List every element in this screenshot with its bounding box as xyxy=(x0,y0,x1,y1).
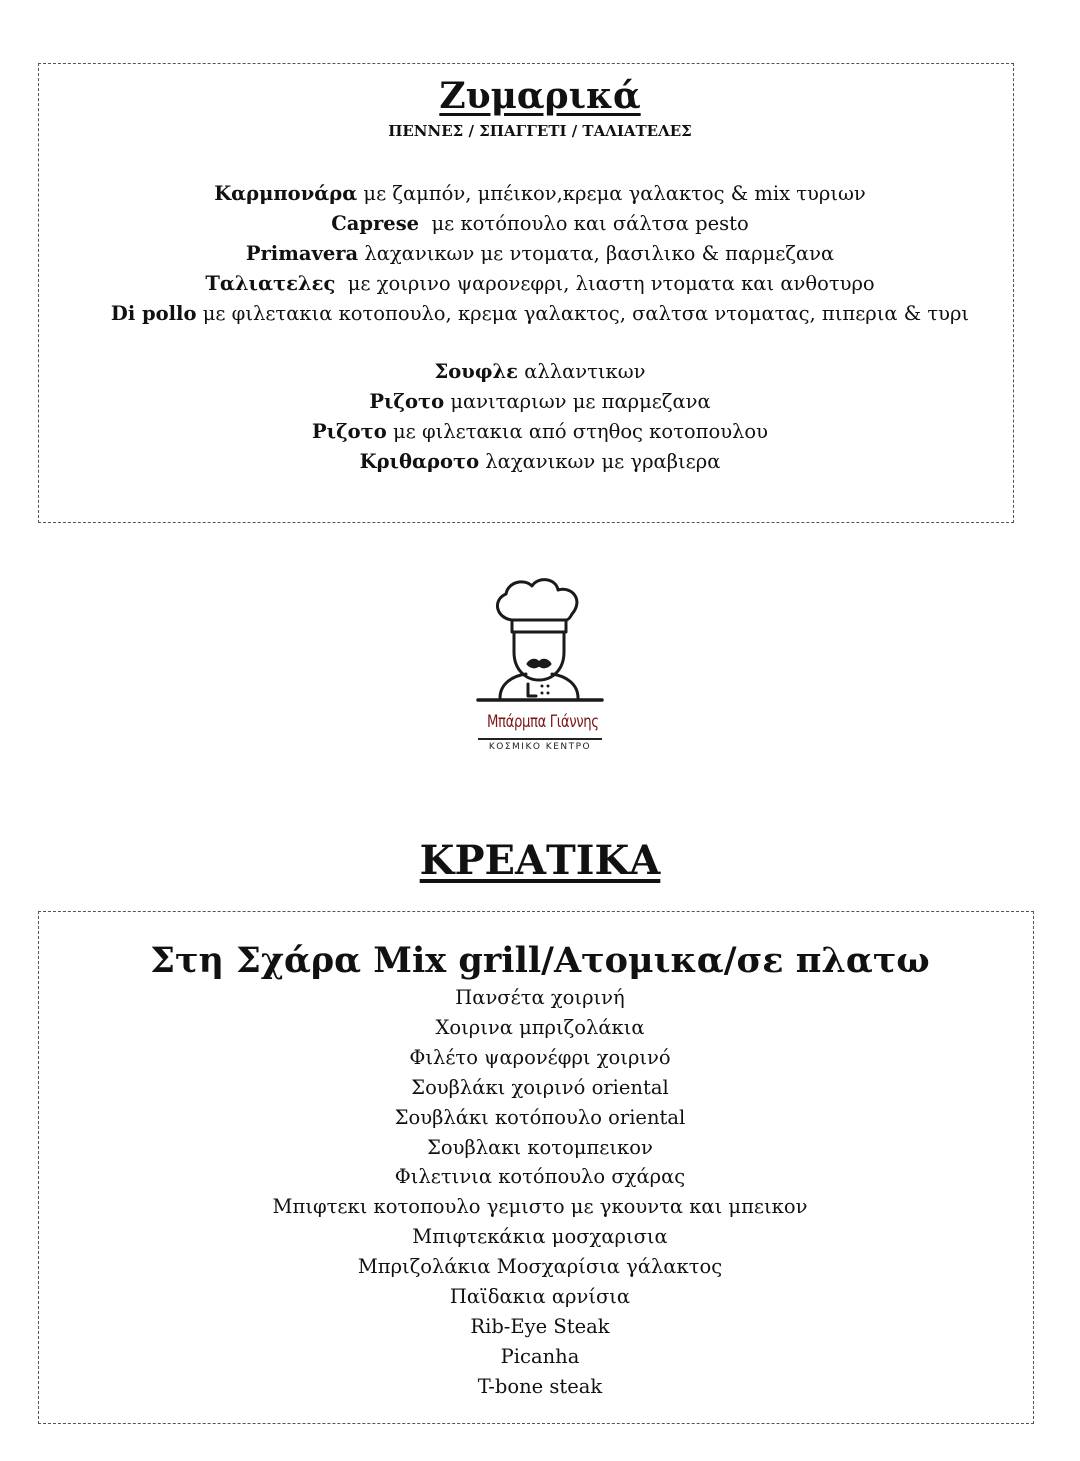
menu-item: Picanha xyxy=(500,1344,580,1368)
menu-item xyxy=(0,357,1080,387)
dish-description: λαχανικων με ντοματα, βασιλικο & παρμεζανα xyxy=(364,242,835,265)
dish-description: με ζαμπόν, μπέικον,κρεμα γαλακτος & mix τυριων xyxy=(363,182,866,205)
menu-item: Rib-Eye Steak xyxy=(470,1314,610,1338)
dish-name: Ριζοτο xyxy=(311,420,387,443)
menu-item: Σουβλακι κοτομπεικον xyxy=(427,1135,653,1159)
meat-section-title: ΚΡΕΑΤΙΚΑ xyxy=(419,837,661,884)
menu-item xyxy=(0,447,1080,477)
menu-item: T-bone steak xyxy=(477,1374,603,1398)
dish-name: Ταλιατελες xyxy=(205,272,336,295)
dish-description: λαχανικων με γραβιερα xyxy=(485,450,721,473)
menu-item xyxy=(0,387,1080,417)
dish-name: Di pollo xyxy=(110,302,197,325)
menu-item: Πανσέτα χοιρινή xyxy=(455,986,625,1009)
menu-item: Χοιρινα μπριζολάκια xyxy=(435,1015,645,1039)
grill-heading: Στη Σχάρα Mix grill/Ατομικα/σε πλατω xyxy=(150,940,930,981)
dish-name: Caprese xyxy=(331,212,420,235)
dish-name: Καρμπονάρα xyxy=(214,182,358,205)
pasta-section-subtitle: ΠΕΝΝΕΣ / ΣΠΑΓΓΕΤΙ / ΤΑΛΙΑΤΕΛΕΣ xyxy=(388,122,692,140)
menu-item xyxy=(0,179,1080,209)
menu-item xyxy=(0,209,1080,239)
dish-description: με χοιρινο ψαρονεφρι, λιαστη ντοματα και ανθοτυρο xyxy=(347,272,875,295)
menu-item xyxy=(0,269,1080,299)
menu-item xyxy=(0,239,1080,269)
grill-item-list xyxy=(0,983,1080,1402)
dish-name: Primavera xyxy=(245,242,359,265)
menu-item: Φιλετινια κοτόπουλο σχάρας xyxy=(394,1165,686,1189)
dish-description: αλλαντικων xyxy=(524,360,646,383)
logo-subtitle: ΚΟΣΜΙΚΟ ΚΕΝΤΡΟ xyxy=(488,742,592,752)
dish-description: με φιλετακια κοτοπουλο, κρεμα γαλακτος, σαλτσα ντοματας, πιπερια & τυρι xyxy=(202,302,970,325)
dish-description: με φιλετακια από στηθος κοτοπουλου xyxy=(392,420,768,443)
menu-item: Μπιφτεκι κοτοπουλο γεμιστο με γκουντα και μπεικον xyxy=(272,1195,808,1219)
dish-description: με κοτόπουλο και σάλτσα pesto xyxy=(431,212,749,235)
dish-name: Σουφλε xyxy=(434,360,518,383)
menu-item: Σουβλάκι χοιρινό oriental xyxy=(411,1075,669,1099)
menu-item: Μπριζολάκια Μοσχαρίσια γάλακτος xyxy=(357,1255,723,1279)
menu-item: Παϊδακια αρνίσια xyxy=(449,1285,631,1309)
menu-item xyxy=(0,417,1080,447)
pasta-dish-list xyxy=(0,179,1080,329)
dish-description: μανιταριων με παρμεζανα xyxy=(450,390,711,413)
menu-item: Σουβλάκι κοτόπουλο oriental xyxy=(394,1105,686,1129)
menu-item: Μπιφτεκάκια μοσχαρισια xyxy=(412,1225,668,1249)
restaurant-logo xyxy=(472,572,608,762)
logo-divider xyxy=(478,738,602,740)
pasta-section-title: Ζυμαρικά xyxy=(439,75,641,117)
chef-icon xyxy=(472,572,608,712)
dish-name: Ριζοτο xyxy=(369,390,445,413)
dish-name: Κριθαροτο xyxy=(359,450,480,473)
menu-item: Φιλέτο ψαρονέφρι χοιρινό xyxy=(409,1045,671,1069)
other-dish-list xyxy=(0,357,1080,477)
logo-name: Μπάρμπα Γιάννης xyxy=(486,712,599,732)
menu-item xyxy=(0,299,1080,329)
